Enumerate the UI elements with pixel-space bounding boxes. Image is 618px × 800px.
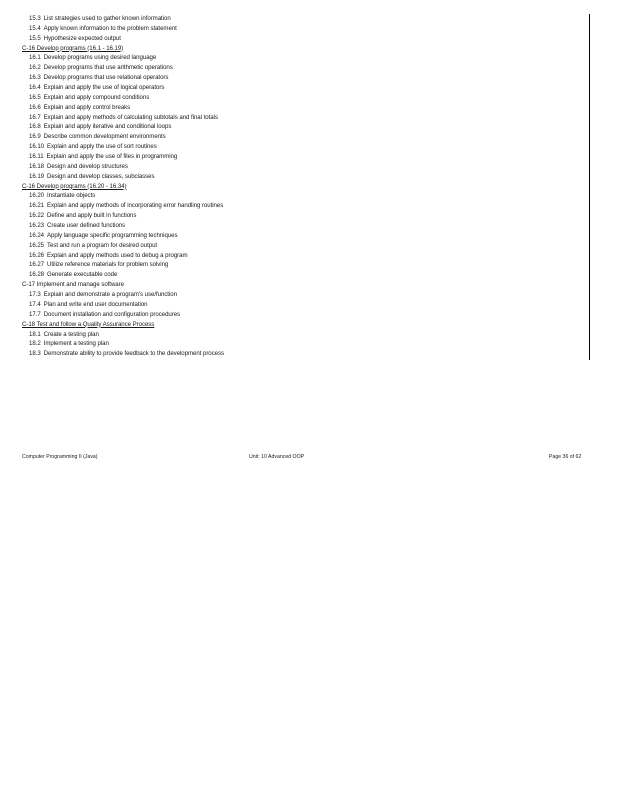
objective-item <box>20 339 589 349</box>
objective-number: 15.4 <box>29 24 41 32</box>
objective-number: 16.3 <box>29 74 41 82</box>
footer-unit: Unit: 10 Advanced OOP <box>249 454 305 460</box>
objective-text: Explain and demonstrate a program's use/function <box>43 291 177 299</box>
objective-number: 16.26 <box>29 251 44 259</box>
objective-number: 18.1 <box>29 330 41 338</box>
objective-number: 18.3 <box>29 350 41 358</box>
objective-number: 16.27 <box>29 261 44 269</box>
objective-number: 16.25 <box>29 241 44 249</box>
competency-text: C-16 Develop programs (16.1 - 16.19) <box>22 44 124 52</box>
footer-course-title: Computer Programming II (Java) <box>22 454 98 460</box>
objective-item <box>20 211 589 221</box>
objective-text: Explain and apply methods of calculating subtotals and final totals <box>43 113 218 121</box>
objective-number: 16.8 <box>29 123 41 131</box>
objective-text: Explain and apply the use of sort routines <box>47 143 157 151</box>
objective-number: 16.20 <box>29 192 44 200</box>
objective-number: 16.5 <box>29 93 41 101</box>
objective-number: 15.5 <box>29 34 41 42</box>
competency-heading <box>20 182 589 192</box>
objective-text: Document installation and configuration procedures <box>43 310 181 318</box>
objective-text: Instantiate objects <box>47 192 96 200</box>
objective-number: 18.2 <box>29 340 41 348</box>
objective-text: Apply known information to the problem statement <box>43 24 177 32</box>
objective-number: 16.24 <box>29 231 44 239</box>
objective-number: 16.6 <box>29 103 41 111</box>
objective-number: 16.18 <box>29 162 44 170</box>
objective-item <box>20 53 589 63</box>
objective-text: Generate executable code <box>47 271 118 279</box>
objective-text: Develop programs that use relational operators <box>43 74 169 82</box>
objective-number: 16.7 <box>29 113 41 121</box>
objective-text: Design and develop classes, subclasses <box>47 172 155 180</box>
objective-text: Explain and apply control breaks <box>43 103 131 111</box>
objective-number: 17.3 <box>29 291 41 299</box>
objective-text: Hypothesize expected output <box>43 34 121 42</box>
objective-item <box>20 113 589 123</box>
objective-text: Develop programs that use arithmetic operations <box>43 64 173 72</box>
objective-number: 16.9 <box>29 133 41 141</box>
objective-item <box>20 24 589 34</box>
objective-number: 15.3 <box>29 15 41 22</box>
objective-item <box>20 152 589 162</box>
competency-text: C-16 Develop programs (16.20 - 16.34) <box>22 182 127 190</box>
objective-item <box>20 191 589 201</box>
objective-text: Utilize reference materials for problem solving <box>47 261 169 269</box>
objective-number: 16.21 <box>29 202 44 210</box>
objective-text: Develop programs using desired language <box>43 54 157 62</box>
outline-content-box <box>20 14 590 360</box>
objective-text: Explain and apply methods used to debug a program <box>47 251 188 259</box>
objective-text: Explain and apply compound conditions <box>43 93 150 101</box>
objective-item <box>20 63 589 73</box>
objective-text: Design and develop structures <box>47 162 128 170</box>
objective-item <box>20 221 589 231</box>
competency-text: C-18 Test and follow a Quality Assurance Process <box>22 320 155 328</box>
objective-item <box>20 73 589 83</box>
objective-item <box>20 93 589 103</box>
objective-text: Explain and apply the use of logical operators <box>43 84 165 92</box>
objective-number: 16.11 <box>29 153 44 161</box>
objective-text: Apply language specific programming techniques <box>47 231 178 239</box>
objective-number: 16.10 <box>29 143 44 151</box>
objective-number: 16.19 <box>29 172 44 180</box>
outline-list <box>20 14 589 359</box>
objective-number: 16.4 <box>29 84 41 92</box>
objective-item <box>20 251 589 261</box>
objective-text: Explain and apply methods of incorporating error handling routines <box>47 202 224 210</box>
objective-item <box>20 162 589 172</box>
objective-item <box>20 300 589 310</box>
objective-text: Describe common development environments <box>43 133 166 141</box>
objective-item <box>20 201 589 211</box>
objective-text: Explain and apply the use of files in programming <box>46 153 178 161</box>
competency-text: C-17 Implement and manage software <box>22 281 124 289</box>
objective-text: Explain and apply iterative and conditional loops <box>43 123 172 131</box>
objective-number: 16.22 <box>29 212 44 220</box>
objective-item <box>20 14 589 24</box>
objective-text: Plan and write end user documentation <box>43 300 148 308</box>
objective-number: 17.7 <box>29 310 41 318</box>
objective-text: Create a testing plan <box>43 330 99 338</box>
objective-item <box>20 270 589 280</box>
objective-text: Demonstrate ability to provide feedback to the development process <box>43 350 224 358</box>
objective-item <box>20 260 589 270</box>
objective-text: List strategies used to gather known information <box>43 15 171 22</box>
objective-number: 16.23 <box>29 222 44 230</box>
objective-number: 16.2 <box>29 64 41 72</box>
competency-heading <box>20 280 589 290</box>
objective-item <box>20 122 589 132</box>
competency-heading <box>20 44 589 54</box>
objective-item <box>20 172 589 182</box>
objective-item <box>20 310 589 320</box>
objective-number: 16.28 <box>29 271 44 279</box>
objective-text: Test and run a program for desired output <box>47 241 158 249</box>
objective-text: Implement a testing plan <box>43 340 109 348</box>
competency-heading <box>20 320 589 330</box>
objective-item <box>20 241 589 251</box>
objective-text: Define and apply built in functions <box>47 212 137 220</box>
objective-item <box>20 142 589 152</box>
objective-item <box>20 103 589 113</box>
objective-item <box>20 330 589 340</box>
objective-text: Create user defined functions <box>47 222 126 230</box>
objective-item <box>20 83 589 93</box>
objective-item <box>20 34 589 44</box>
footer-page-number: Page 36 of 62 <box>549 454 582 460</box>
objective-number: 17.4 <box>29 300 41 308</box>
objective-item <box>20 349 589 359</box>
objective-item <box>20 132 589 142</box>
objective-number: 16.1 <box>29 54 41 62</box>
objective-item <box>20 231 589 241</box>
objective-item <box>20 290 589 300</box>
